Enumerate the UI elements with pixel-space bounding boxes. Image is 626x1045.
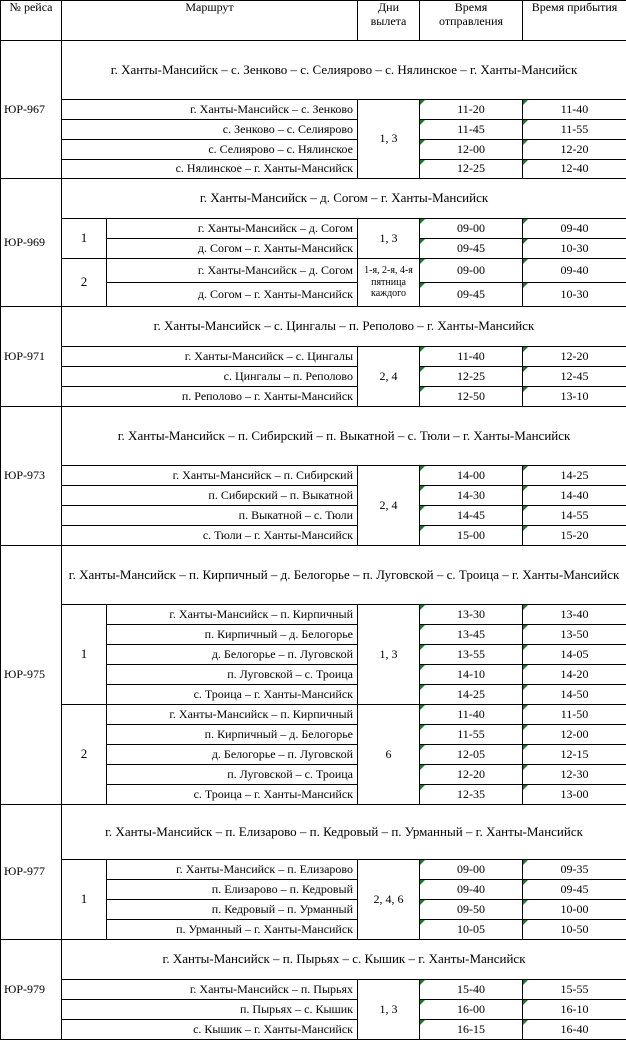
header-arrival: Время прибытия [523,1,626,41]
variant-number: 1 [62,605,107,705]
departure-time: 12-05 [420,745,523,765]
segment-route: п. Кедровый – п. Урманный [107,900,358,920]
departure-time: 14-45 [420,506,523,526]
arrival-time: 13-00 [523,785,626,805]
departure-time: 13-30 [420,605,523,625]
arrival-time: 14-50 [523,685,626,705]
arrival-time: 14-05 [523,645,626,665]
arrival-time: 15-20 [523,526,626,546]
segment-route: г. Ханты-Мансийск – п. Кирпичный [107,605,358,625]
segment-route: с. Зенково – с. Селиярово [62,120,358,140]
arrival-time: 10-50 [523,920,626,940]
flight-title-row [1,41,626,100]
timetable-body [1,41,626,1040]
segment-route: г. Ханты-Мансийск – д. Согом [107,219,358,239]
segment-route: д. Согом – г. Ханты-Мансийск [107,239,358,259]
departure-time: 13-45 [420,625,523,645]
flight-title-row [1,307,626,347]
segment-route: п. Выкатной – с. Тюли [62,506,358,526]
segment-row [1,160,626,179]
departure-time: 15-00 [420,526,523,546]
header-flight-number: № рейса [1,1,62,41]
segment-route: г. Ханты-Мансийск – п. Елизарово [107,860,358,880]
arrival-time: 12-15 [523,745,626,765]
departure-time: 12-35 [420,785,523,805]
flight-route-title: г. Ханты-Мансийск – п. Кирпичный – д. Белогорье – п. Луговской – с. Троица – г. Ханты-Мансийск [62,546,626,605]
segment-route: п. Кирпичный – д. Белогорье [107,725,358,745]
departure-time: 14-30 [420,486,523,506]
header-days: Дни вылета [358,1,420,41]
flight-route-title: г. Ханты-Мансийск – д. Согом – г. Ханты-Мансийск [62,179,626,219]
segment-route: с. Троица – г. Ханты-Мансийск [107,785,358,805]
segment-route: п. Реполово – г. Ханты-Мансийск [62,387,358,407]
segment-route: с. Кышик – г. Ханты-Мансийск [62,1020,358,1040]
flight-route-title: г. Ханты-Мансийск – с. Цингалы – п. Реполово – г. Ханты-Мансийск [62,307,626,347]
departure-days: 6 [358,705,420,805]
segment-row [1,140,626,160]
header-departure: Время отправления [420,1,523,41]
segment-route: с. Тюли – г. Ханты-Мансийск [62,526,358,546]
departure-time: 09-45 [420,283,523,307]
departure-time: 14-10 [420,665,523,685]
segment-route: п. Урманный – г. Ханты-Мансийск [107,920,358,940]
segment-route: г. Ханты-Мансийск – д. Согом [107,259,358,283]
arrival-time: 13-50 [523,625,626,645]
departure-time: 10-05 [420,920,523,940]
flight-title-row [1,179,626,219]
flight-route-title: г. Ханты-Мансийск – п. Пырьях – с. Кышик – г. Ханты-Мансийск [62,940,626,980]
segment-row [1,259,626,283]
flight-number: ЮР-971 [1,307,62,407]
departure-time: 09-00 [420,860,523,880]
flight-number: ЮР-977 [1,805,62,940]
departure-time: 12-00 [420,140,523,160]
departure-time: 12-25 [420,367,523,387]
arrival-time: 09-35 [523,860,626,880]
arrival-time: 10-00 [523,900,626,920]
arrival-time: 09-40 [523,219,626,239]
departure-time: 12-25 [420,160,523,179]
segment-row [1,506,626,526]
segment-row [1,120,626,140]
flight-number: ЮР-979 [1,940,62,1040]
arrival-time: 13-40 [523,605,626,625]
segment-route: п. Пырьях – с. Кышик [62,1000,358,1020]
segment-route: п. Елизарово – п. Кедровый [107,880,358,900]
departure-days: 1-я, 2-я, 4-я пятница каждого [358,259,420,307]
segment-route: п. Кирпичный – д. Белогорье [107,625,358,645]
arrival-time: 12-20 [523,347,626,367]
segment-route: г. Ханты-Мансийск – с. Зенково [62,100,358,120]
departure-time: 11-40 [420,705,523,725]
segment-route: г. Ханты-Мансийск – п. Кирпичный [107,705,358,725]
departure-time: 09-50 [420,900,523,920]
flight-route-title: г. Ханты-Мансийск – п. Сибирский – п. Выкатной – с. Тюли – г. Ханты-Мансийск [62,407,626,466]
segment-route: п. Луговской – с. Троица [107,665,358,685]
arrival-time: 16-10 [523,1000,626,1020]
segment-row [1,347,626,367]
header-row [1,1,626,41]
segment-route: д. Белогорье – п. Луговской [107,645,358,665]
flight-number: ЮР-969 [1,179,62,307]
departure-time: 14-00 [420,466,523,486]
segment-row [1,860,626,880]
arrival-time: 10-30 [523,239,626,259]
segment-route: с. Селиярово – с. Нялинское [62,140,358,160]
departure-time: 11-45 [420,120,523,140]
segment-row [1,526,626,546]
segment-route: г. Ханты-Мансийск – п. Сибирский [62,466,358,486]
variant-number: 1 [62,219,107,259]
flight-route-title: г. Ханты-Мансийск – с. Зенково – с. Селиярово – с. Нялинское – г. Ханты-Мансийск [62,41,626,100]
flight-title-row [1,546,626,605]
arrival-time: 09-45 [523,880,626,900]
arrival-time: 11-55 [523,120,626,140]
segment-row [1,466,626,486]
departure-time: 16-15 [420,1020,523,1040]
arrival-time: 12-20 [523,140,626,160]
header-route: Маршрут [62,1,358,41]
flight-route-title: г. Ханты-Мансийск – п. Елизарово – п. Кедровый – п. Урманный – г. Ханты-Мансийск [62,805,626,860]
segment-row [1,1020,626,1040]
arrival-time: 14-20 [523,665,626,685]
arrival-time: 15-55 [523,980,626,1000]
departure-days: 2, 4, 6 [358,860,420,940]
departure-time: 12-50 [420,387,523,407]
flight-title-row [1,940,626,980]
arrival-time: 12-30 [523,765,626,785]
flight-title-row [1,805,626,860]
arrival-time: 11-40 [523,100,626,120]
variant-number: 2 [62,705,107,805]
flight-title-row [1,407,626,466]
arrival-time: 14-40 [523,486,626,506]
departure-time: 09-00 [420,259,523,283]
departure-days: 1, 3 [358,100,420,179]
arrival-time: 10-30 [523,283,626,307]
segment-route: с. Троица – г. Ханты-Мансийск [107,685,358,705]
departure-days: 2, 4 [358,347,420,407]
arrival-time: 12-45 [523,367,626,387]
arrival-time: 14-25 [523,466,626,486]
departure-time: 09-45 [420,239,523,259]
flight-number: ЮР-973 [1,407,62,546]
segment-row [1,1000,626,1020]
segment-route: г. Ханты-Мансийск – с. Цингалы [62,347,358,367]
departure-time: 11-55 [420,725,523,745]
segment-row [1,980,626,1000]
arrival-time: 12-40 [523,160,626,179]
segment-row [1,486,626,506]
departure-time: 14-25 [420,685,523,705]
arrival-time: 13-10 [523,387,626,407]
segment-row [1,100,626,120]
segment-route: п. Луговской – с. Троица [107,765,358,785]
departure-time: 09-00 [420,219,523,239]
segment-row [1,605,626,625]
departure-time: 13-55 [420,645,523,665]
departure-days: 1, 3 [358,980,420,1040]
segment-route: д. Согом – г. Ханты-Мансийск [107,283,358,307]
segment-route: с. Нялинское – г. Ханты-Мансийск [62,160,358,179]
segment-route: п. Сибирский – п. Выкатной [62,486,358,506]
departure-time: 09-40 [420,880,523,900]
departure-time: 11-40 [420,347,523,367]
arrival-time: 14-55 [523,506,626,526]
departure-time: 15-40 [420,980,523,1000]
flight-number: ЮР-975 [1,546,62,805]
segment-row [1,219,626,239]
departure-days: 1, 3 [358,605,420,705]
variant-number: 1 [62,860,107,940]
segment-row [1,367,626,387]
arrival-time: 12-00 [523,725,626,745]
departure-time: 16-00 [420,1000,523,1020]
flight-number: ЮР-967 [1,41,62,179]
arrival-time: 09-40 [523,259,626,283]
variant-number: 2 [62,259,107,307]
segment-row [1,387,626,407]
arrival-time: 16-40 [523,1020,626,1040]
segment-route: с. Цингалы – п. Реполово [62,367,358,387]
departure-time: 12-20 [420,765,523,785]
segment-row [1,705,626,725]
departure-time: 11-20 [420,100,523,120]
segment-route: д. Белогорье – п. Луговской [107,745,358,765]
departure-days: 2, 4 [358,466,420,546]
arrival-time: 11-50 [523,705,626,725]
departure-days: 1, 3 [358,219,420,259]
segment-route: г. Ханты-Мансийск – п. Пырьях [62,980,358,1000]
